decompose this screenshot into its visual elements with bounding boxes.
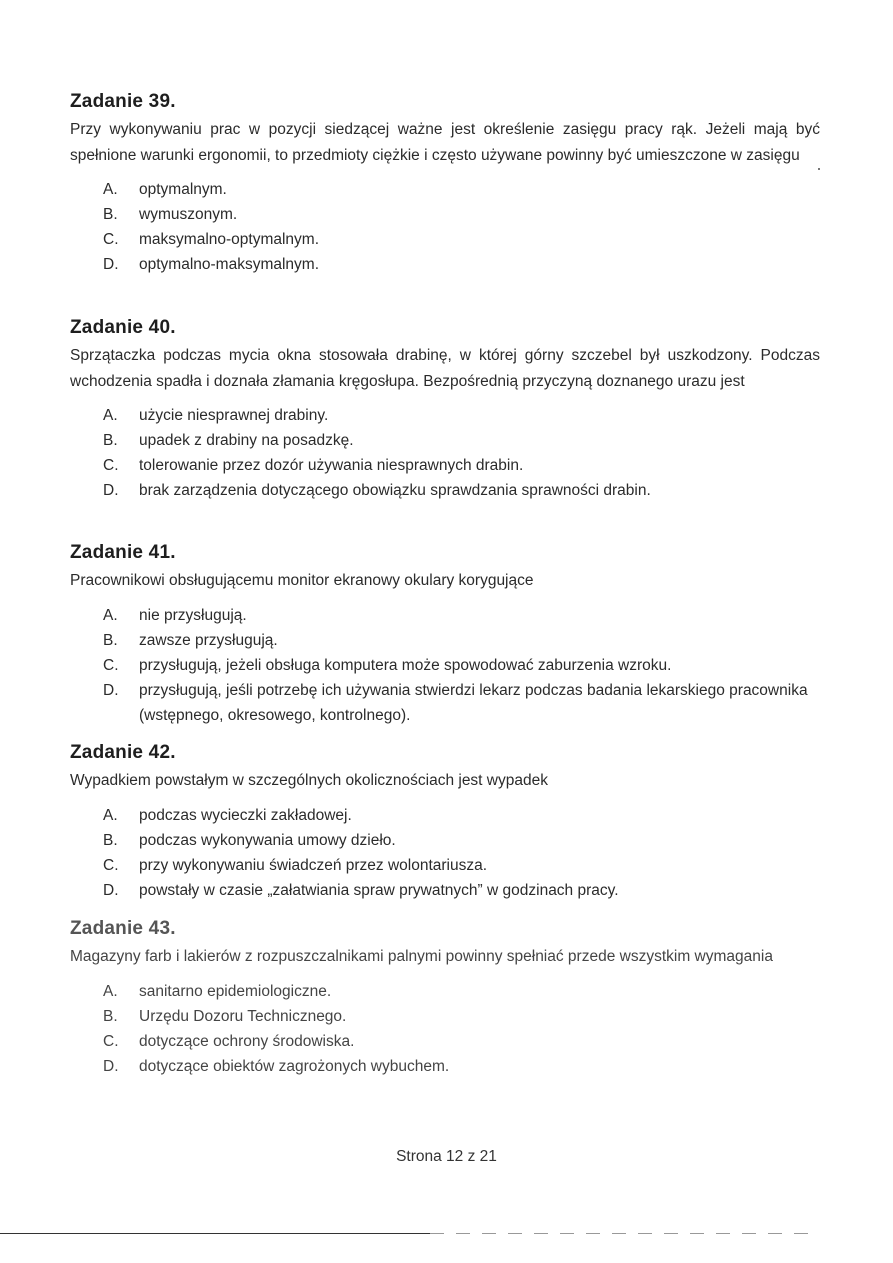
option-b <box>70 202 820 227</box>
option-a <box>70 803 820 828</box>
task-40 <box>70 316 820 503</box>
task-41 <box>70 541 820 728</box>
option-d <box>70 252 820 277</box>
option-letter: B. <box>103 631 118 649</box>
option-c <box>70 453 820 478</box>
option-text: dotyczące obiektów zagrożonych wybuchem. <box>139 1057 450 1075</box>
option-letter: B. <box>103 206 118 223</box>
option-letter: B. <box>103 1007 118 1025</box>
option-text: optymalnym. <box>139 181 227 198</box>
option-text: nie przysługują. <box>139 606 247 624</box>
option-letter: C. <box>103 1032 119 1050</box>
option-b <box>70 428 820 453</box>
footer-rule <box>0 1233 430 1234</box>
option-letter: B. <box>103 831 118 849</box>
answer-options <box>70 803 820 903</box>
option-text: tolerowanie przez dozór używania niesprawnych drabin. <box>139 457 524 474</box>
option-text: wymuszonym. <box>139 206 238 223</box>
option-letter: D. <box>103 482 119 499</box>
task-title: Zadanie 40. <box>70 317 176 338</box>
task-title: Zadanie 43. <box>70 918 176 939</box>
option-a <box>70 403 820 428</box>
option-text: zawsze przysługują. <box>139 631 278 649</box>
option-text: podczas wycieczki zakładowej. <box>139 806 352 824</box>
option-b <box>70 628 820 653</box>
option-d <box>70 1054 820 1079</box>
option-letter: A. <box>103 181 118 198</box>
answer-options <box>70 603 820 728</box>
option-text: brak zarządzenia dotyczącego obowiązku sprawdzania sprawności drabin. <box>139 482 651 499</box>
option-c <box>70 853 820 878</box>
page-number: Strona 12 z 21 <box>396 1148 497 1165</box>
option-letter: A. <box>103 407 118 424</box>
task-39 <box>70 90 820 277</box>
task-question: Magazyny farb i lakierów z rozpuszczalnikami palnymi powinny spełniać przede wszystkim wymagania <box>70 948 773 965</box>
option-letter: A. <box>103 982 118 1000</box>
option-letter: D. <box>103 881 119 899</box>
task-42 <box>70 741 820 903</box>
task-43 <box>70 917 820 1079</box>
option-text: Urzędu Dozoru Technicznego. <box>139 1007 347 1025</box>
option-d <box>70 878 820 903</box>
option-letter: A. <box>103 806 118 824</box>
option-text: przysługują, jeżeli obsługa komputera może spowodować zaburzenia wzroku. <box>139 656 672 674</box>
task-title: Zadanie 42. <box>70 742 176 763</box>
option-letter: D. <box>103 1057 119 1075</box>
option-c <box>70 1029 820 1054</box>
option-b <box>70 828 820 853</box>
answer-options <box>70 979 820 1079</box>
option-c <box>70 653 820 678</box>
option-a <box>70 177 820 202</box>
option-text: upadek z drabiny na posadzkę. <box>139 432 354 449</box>
footer-rule-dashed <box>430 1233 810 1234</box>
option-text: dotyczące ochrony środowiska. <box>139 1032 355 1050</box>
task-question: Sprzątaczka podczas mycia okna stosowała drabinę, w której górny szczebel był uszkodzony. Podczas wchodzenia spadła i doznała złamania kręgosłupa. Bezpośrednią przyczyną doznanego urazu jest <box>70 347 820 390</box>
option-text: powstały w czasie „załatwiania spraw prywatnych” w godzinach pracy. <box>139 881 619 899</box>
option-letter: B. <box>103 432 118 449</box>
option-a <box>70 979 820 1004</box>
task-title: Zadanie 39. <box>70 91 176 112</box>
option-letter: C. <box>103 457 119 474</box>
option-text: przy wykonywaniu świadczeń przez wolontariusza. <box>139 856 488 874</box>
task-question: Przy wykonywaniu prac w pozycji siedzącej ważne jest określenie zasięgu pracy rąk. Jeżeli mają być spełnione warunki ergonomii, to przedmioty ciężkie i często używane powinny być umieszczone w zasięgu <box>70 121 820 164</box>
answer-options <box>70 403 820 503</box>
option-letter: A. <box>103 606 118 624</box>
option-letter: D. <box>103 256 119 273</box>
option-a <box>70 603 820 628</box>
option-text: optymalno-maksymalnym. <box>139 256 320 273</box>
option-text: przysługują, jeśli potrzebę ich używania stwierdzi lekarz podczas badania lekarskiego pracownika (wstępnego, okresowego, kontrolnego). <box>139 681 808 724</box>
task-question: Pracownikowi obsługującemu monitor ekranowy okulary korygujące <box>70 572 534 589</box>
option-c <box>70 227 820 252</box>
option-b <box>70 1004 820 1029</box>
scan-speck <box>818 168 820 170</box>
answer-options <box>70 177 820 277</box>
option-text: podczas wykonywania umowy dzieło. <box>139 831 396 849</box>
option-text: sanitarno epidemiologiczne. <box>139 982 332 1000</box>
task-title: Zadanie 41. <box>70 542 176 563</box>
option-text: użycie niesprawnej drabiny. <box>139 407 329 424</box>
option-letter: C. <box>103 856 119 874</box>
task-question: Wypadkiem powstałym w szczególnych okolicznościach jest wypadek <box>70 772 548 789</box>
option-d <box>70 678 820 728</box>
option-letter: D. <box>103 681 119 699</box>
option-text: maksymalno-optymalnym. <box>139 231 320 248</box>
option-d <box>70 478 820 503</box>
option-letter: C. <box>103 231 119 248</box>
option-letter: C. <box>103 656 119 674</box>
